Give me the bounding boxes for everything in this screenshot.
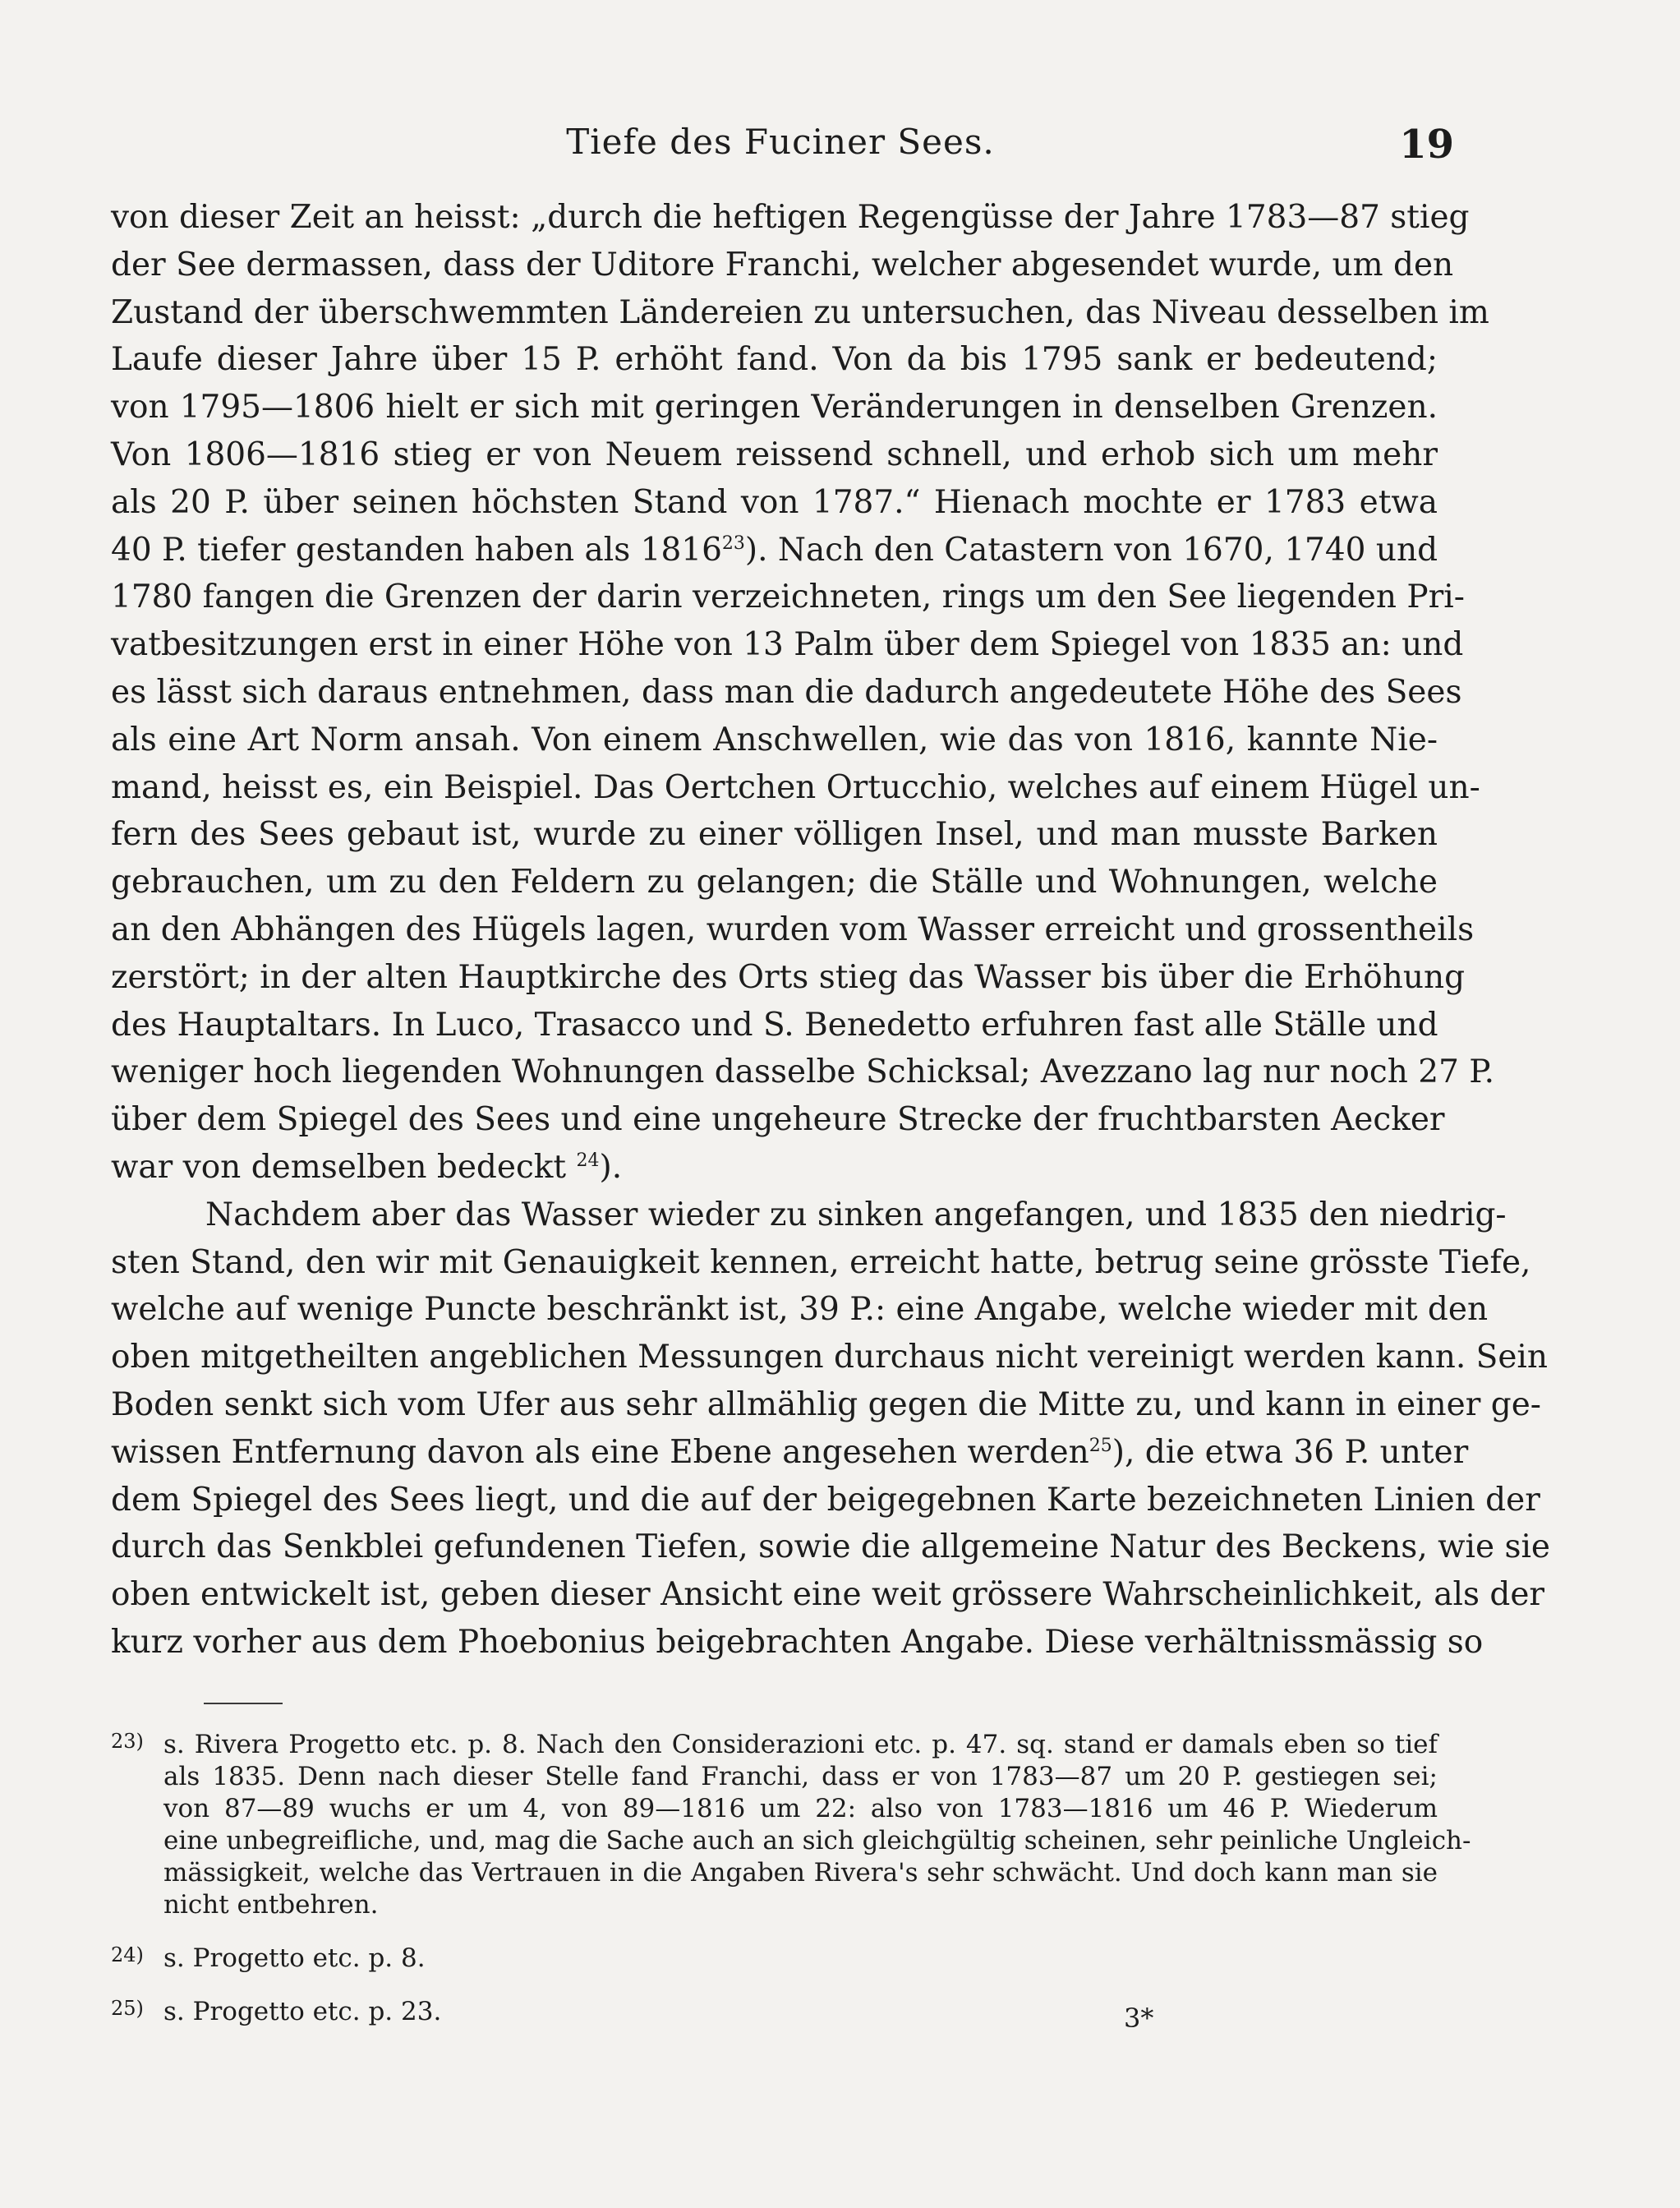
text-line-head: wissen Entfernung davon als eine Ebene angesehen werden [111, 1433, 1089, 1471]
footnote-separator [204, 1703, 283, 1704]
text-line: gebrauchen, um zu den Feldern zu gelangen; die Ställe und Wohnungen, welche [111, 864, 1438, 901]
text-line: oben entwickelt ist, geben dieser Ansicht eine weit grössere Wahrscheinlichkeit, als der [111, 1576, 1545, 1614]
text-line [111, 1144, 1438, 1192]
paragraph-1 [111, 194, 1495, 1192]
text-line: kurz vorher aus dem Phoebonius beigebrachten Angabe. Diese verhältnissmässig so [111, 1623, 1484, 1661]
footnote-text: s. Progetto etc. p. 23. [163, 1997, 442, 2026]
text-line-tail: ). Nach den Catastern von 1670, 1740 und [744, 531, 1438, 569]
text-line: welche auf wenige Puncte beschränkt ist, 39 P.: eine Angabe, welche wieder mit den [111, 1291, 1489, 1329]
footnote-mark: 23) [111, 1730, 144, 1753]
page-number: 19 [1399, 122, 1454, 168]
text-line: zerstört; in der alten Hauptkirche des Orts stieg das Wasser bis über die Erhöhung [111, 958, 1466, 996]
text-line: als eine Art Norm ansah. Von einem Anschwellen, wie das von 1816, kannte Nie- [111, 721, 1438, 758]
text-line: Von 1806—1816 stieg er von Neuem reissend schnell, und erhob sich um mehr [111, 436, 1438, 473]
footnote-23 [111, 1726, 1471, 1921]
text-line [111, 1429, 1469, 1477]
footnote-25 [111, 1993, 1438, 2028]
text-line: Nachdem aber das Wasser wieder zu sinken angefangen, und 1835 den niedrig- [205, 1196, 1507, 1233]
text-line: weniger hoch liegenden Wohnungen dasselbe Schicksal; Avezzano lag nur noch 27 P. [111, 1053, 1495, 1091]
text-line: als 20 P. über seinen höchsten Stand von 1787.“ Hienach mochte er 1783 etwa [111, 483, 1438, 521]
footnote-text: s. Rivera Progetto etc. p. 8. Nach den Considerazioni etc. p. 47. sq. stand er damals eben so tief [163, 1730, 1438, 1759]
main-text [111, 194, 1551, 1666]
footnote-text: s. Progetto etc. p. 8. [163, 1943, 426, 1973]
text-line: über dem Spiegel des Sees und eine ungeheure Strecke der fruchtbarsten Aecker [111, 1101, 1445, 1139]
text-line-head: 40 P. tiefer gestanden haben als 1816 [111, 531, 722, 569]
paragraph-2 [111, 1192, 1551, 1666]
footnote-line: nicht entbehren. [163, 1890, 379, 1920]
text-line: dem Spiegel des Sees liegt, und die auf der beigegebnen Karte bezeichneten Linien der [111, 1481, 1540, 1519]
text-line: es lässt sich daraus entnehmen, dass man die dadurch angedeutete Höhe des Sees [111, 673, 1462, 711]
text-line: durch das Senkblei gefundenen Tiefen, sowie die allgemeine Natur des Beckens, wie sie [111, 1528, 1551, 1566]
footnote-ref-24[interactable]: 24 [576, 1150, 600, 1171]
text-line: von 1795—1806 hielt er sich mit geringen Veränderungen in denselben Grenzen. [111, 389, 1438, 426]
text-line: fern des Sees gebaut ist, wurde zu einer völligen Insel, und man musste Barken [111, 816, 1438, 854]
footnote-ref-23[interactable]: 23 [721, 532, 745, 554]
footnotes [111, 1726, 1471, 2046]
text-line: an den Abhängen des Hügels lagen, wurden vom Wasser erreicht und grossentheils [111, 910, 1475, 948]
text-line: der See dermassen, dass der Uditore Franchi, welcher abgesendet wurde, um den [111, 246, 1454, 283]
text-line-tail: ), die etwa 36 P. unter [1112, 1433, 1469, 1471]
footnote-line: eine unbegreifliche, und, mag die Sache auch an sich gleichgültig scheinen, sehr peinliche Ungleich- [163, 1826, 1471, 1855]
text-line: Boden senkt sich vom Ufer aus sehr allmählig gegen die Mitte zu, und kann in einer ge- [111, 1385, 1541, 1423]
footnote-mark: 24) [111, 1943, 144, 1966]
text-line: 1780 fangen die Grenzen der darin verzeichneten, rings um den See liegenden Pri- [111, 579, 1465, 616]
text-line-tail: ). [599, 1148, 623, 1186]
text-line: mand, heisst es, ein Beispiel. Das Oertchen Ortucchio, welches auf einem Hügel un- [111, 768, 1480, 806]
text-line-head: war von demselben bedeckt [111, 1148, 567, 1186]
text-line: Zustand der überschwemmten Ländereien zu untersuchen, das Niveau desselben im [111, 293, 1489, 331]
text-line: sten Stand, den wir mit Genauigkeit kennen, erreicht hatte, betrug seine grösste Tiefe, [111, 1243, 1531, 1281]
footnote-line [111, 1726, 1438, 1761]
running-title: Tiefe des Fuciner Sees. [566, 122, 995, 162]
footnote-24 [111, 1939, 1438, 1975]
text-line: oben mitgetheilten angeblichen Messungen durchaus nicht vereinigt werden kann. Sein [111, 1339, 1549, 1376]
text-line: vatbesitzungen erst in einer Höhe von 13 Palm über dem Spiegel von 1835 an: und [111, 626, 1464, 664]
footnote-line: mässigkeit, welche das Vertrauen in die Angaben Rivera's sehr schwächt. Und doch kann man sie [163, 1858, 1438, 1888]
footnote-line: von 87—89 wuchs er um 4, von 89—1816 um 22: also von 1783—1816 um 46 P. Wiederum [163, 1794, 1438, 1823]
text-line [111, 527, 1438, 574]
footnote-line [111, 1939, 1438, 1975]
footnote-ref-25[interactable]: 25 [1089, 1435, 1112, 1456]
printer-signature-mark: 3* [1124, 2003, 1154, 2034]
page-header [107, 122, 1454, 179]
footnote-line: als 1835. Denn nach dieser Stelle fand Franchi, dass er von 1783—87 um 20 P. gestiegen sei; [163, 1762, 1438, 1791]
footnote-mark: 25) [111, 1997, 144, 2020]
text-line: Laufe dieser Jahre über 15 P. erhöht fand. Von da bis 1795 sank er bedeutend; [111, 341, 1438, 379]
text-line: des Hauptaltars. In Luco, Trasacco und S. Benedetto erfuhren fast alle Ställe und [111, 1006, 1438, 1044]
text-line: von dieser Zeit an heisst: „durch die heftigen Regengüsse der Jahre 1783—87 stieg [111, 199, 1470, 236]
footnote-line [111, 1993, 1438, 2028]
